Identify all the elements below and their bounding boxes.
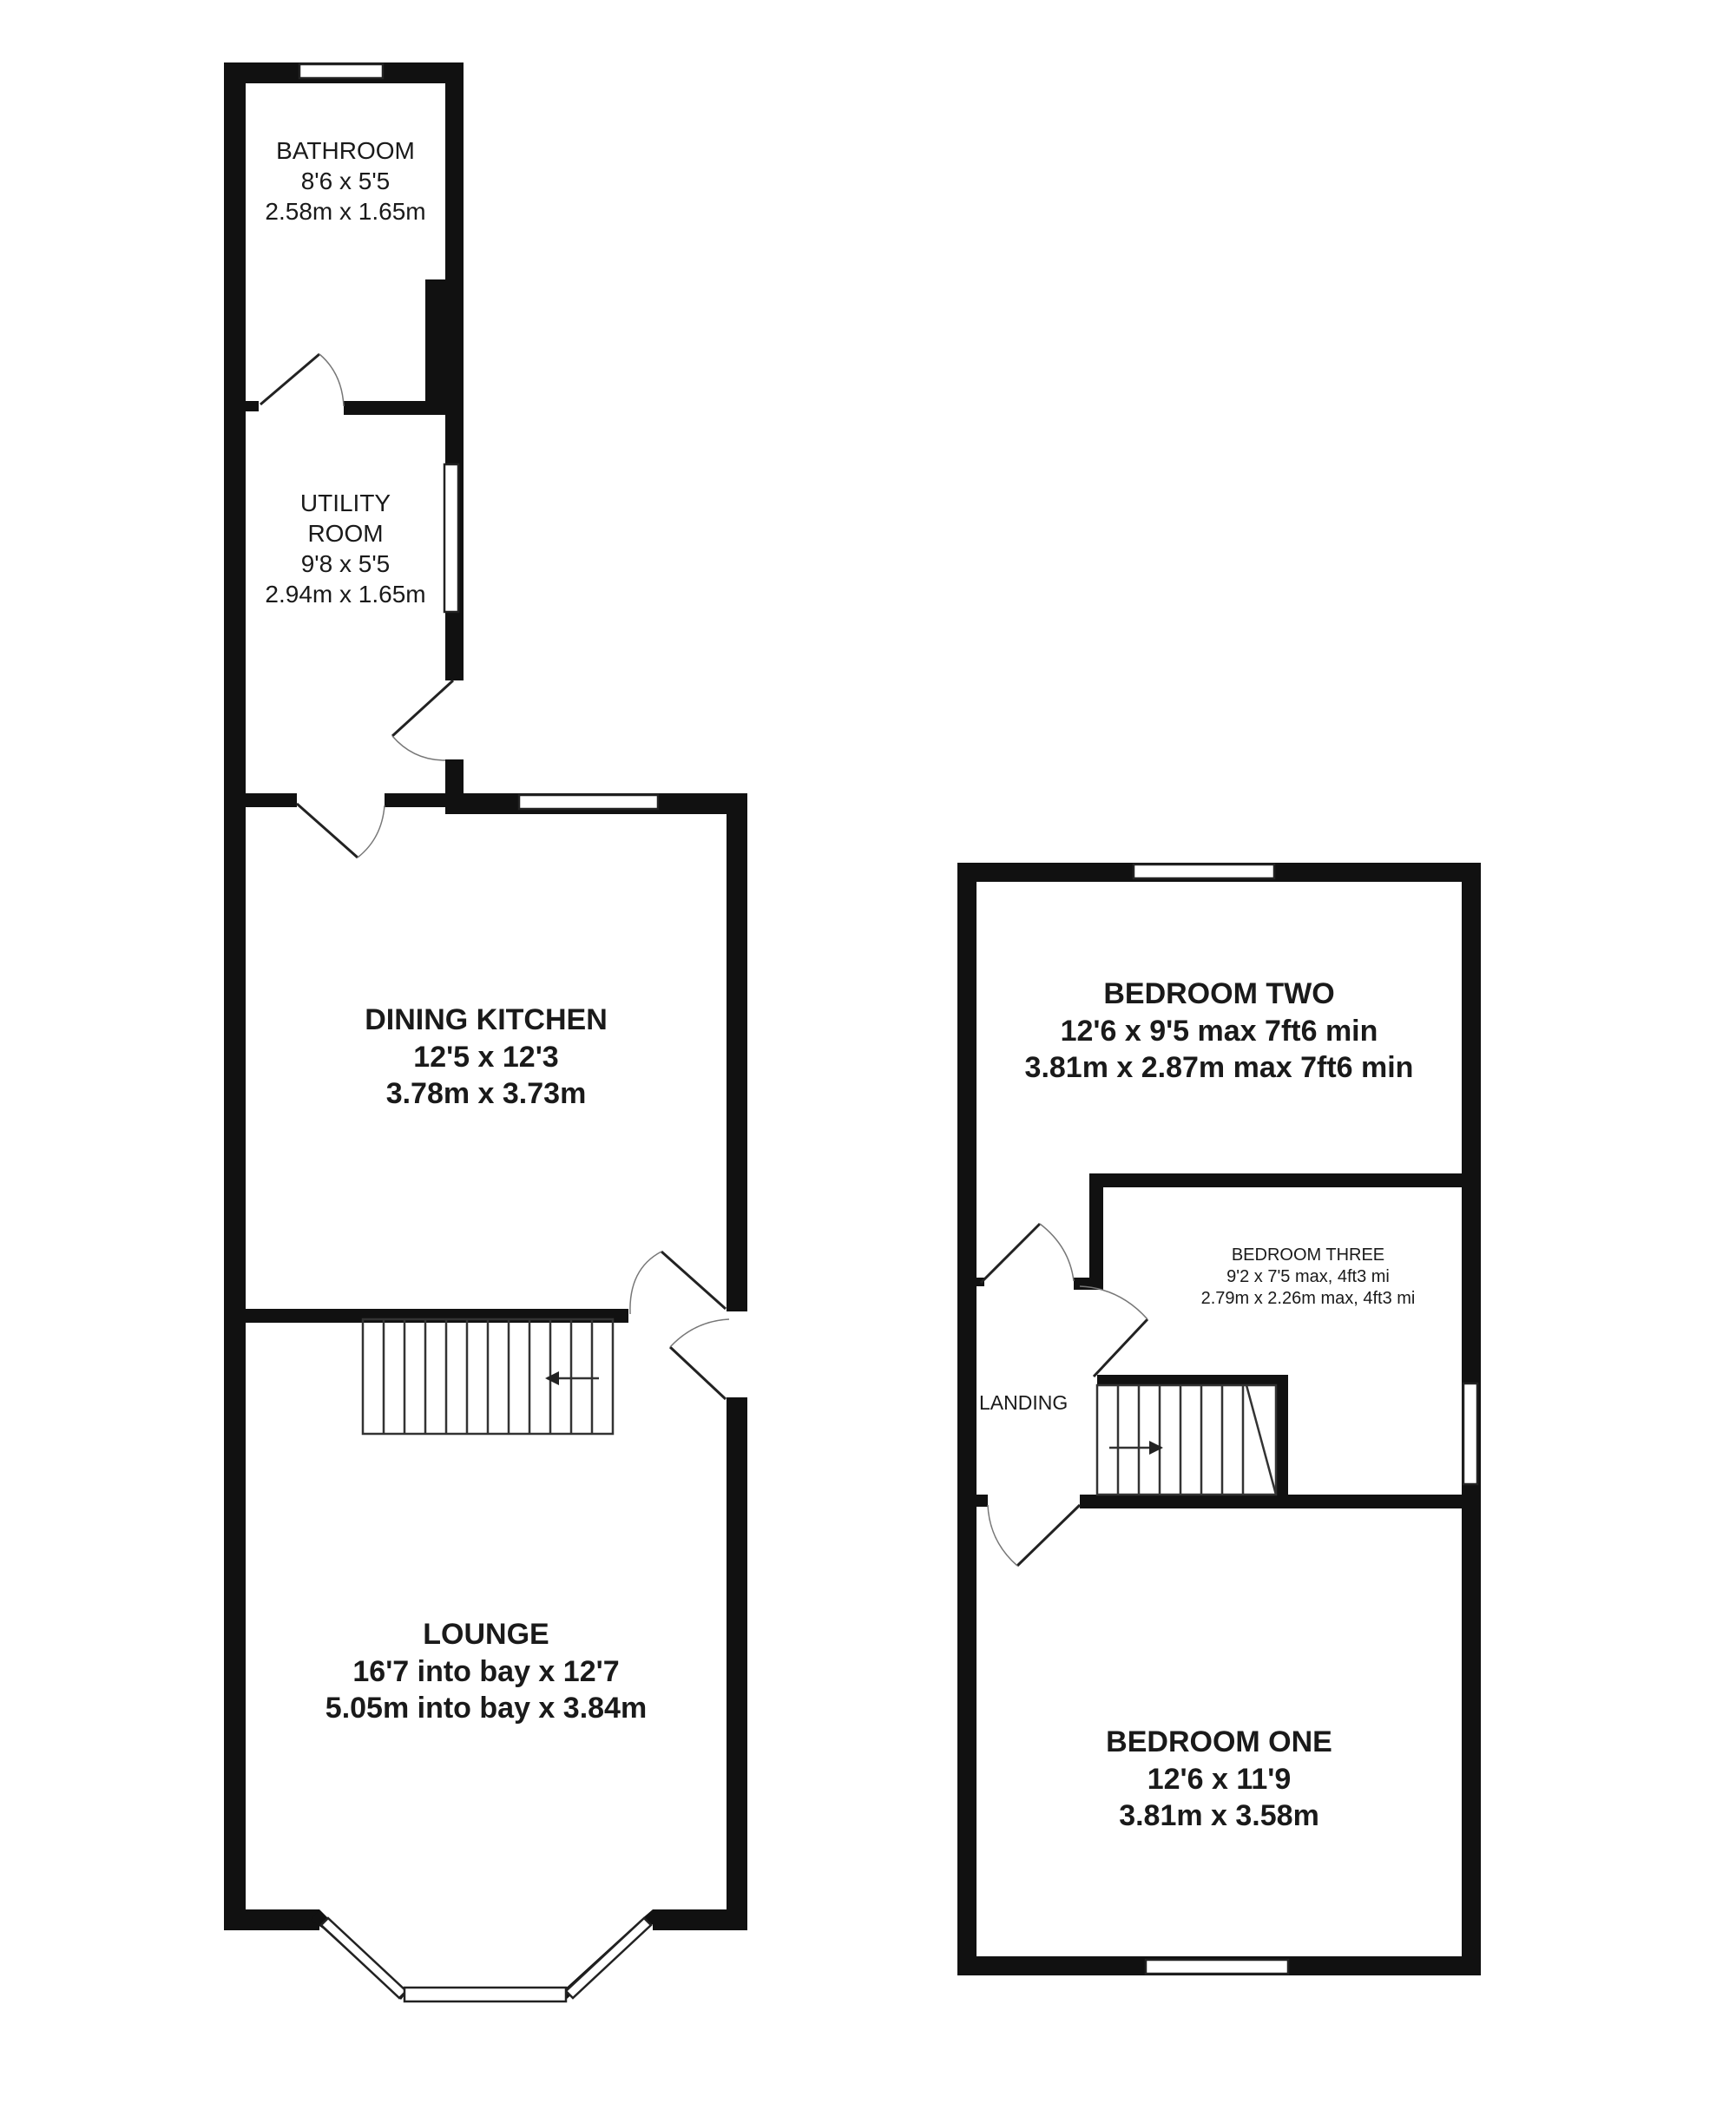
room-dimensions-metric: 2.94m x 1.65m [265, 581, 426, 608]
stair-treads [384, 1319, 592, 1434]
room-label-landing [979, 1390, 1094, 1416]
wall [1089, 1173, 1464, 1187]
room-dimensions-imperial: 12'5 x 12'3 [413, 1040, 559, 1074]
room-dimensions-imperial: 9'8 x 5'5 [300, 550, 391, 577]
wall [1074, 1278, 1103, 1290]
wall [243, 793, 297, 807]
room-label-utility-room [246, 488, 445, 609]
room-label-dining-kitchen [246, 1002, 727, 1113]
door [392, 680, 453, 736]
room-dimensions-imperial: 16'7 into bay x 12'7 [352, 1654, 620, 1688]
door [661, 1252, 726, 1309]
room-name: LOUNGE [423, 1618, 549, 1651]
window [1134, 864, 1274, 878]
window [299, 64, 383, 78]
wall [727, 1397, 747, 1929]
room-name: ROOM [307, 520, 384, 547]
room-dimensions-metric: 2.58m x 1.65m [265, 198, 426, 225]
room-name: DINING KITCHEN [365, 1003, 608, 1036]
room-dimensions-metric: 2.79m x 2.26m max, 4ft3 mi [1200, 1289, 1416, 1308]
room-name: BEDROOM THREE [1231, 1245, 1385, 1265]
room-dimensions-metric: 3.78m x 3.73m [385, 1077, 587, 1110]
door-swing [1080, 1286, 1147, 1319]
door [297, 804, 358, 858]
window [1146, 1960, 1288, 1974]
door-swing [988, 1505, 1017, 1566]
door-swing [392, 736, 445, 760]
wall [1276, 1375, 1288, 1503]
window [444, 464, 458, 612]
bay-window [321, 1918, 406, 1998]
room-dimensions-metric: 3.81m x 2.87m max 7ft6 min [1024, 1051, 1414, 1084]
window [1463, 1383, 1477, 1484]
door-swing [630, 1252, 661, 1314]
room-label-bathroom [246, 135, 445, 227]
stair-arrow-head [545, 1371, 559, 1385]
door [1094, 1319, 1147, 1377]
room-dimensions-imperial: 12'6 x 9'5 max 7ft6 min [1060, 1014, 1378, 1048]
wall [425, 279, 449, 414]
room-label-lounge [246, 1616, 727, 1727]
door-swing [358, 805, 385, 858]
bay-window [566, 1918, 651, 1998]
wall [727, 793, 747, 1311]
door-swing [670, 1319, 729, 1347]
wall [385, 793, 463, 807]
room-label-bedroom-one [976, 1724, 1462, 1835]
wall [653, 1909, 747, 1930]
wall [224, 62, 246, 1930]
room-name: BEDROOM ONE [1106, 1725, 1332, 1758]
room-name: BATHROOM [276, 137, 415, 164]
door-swing [1040, 1224, 1074, 1281]
wall [344, 401, 448, 415]
door [1017, 1505, 1080, 1566]
stair-arrow-head [1149, 1441, 1163, 1455]
door [981, 1224, 1040, 1283]
room-dimensions-metric: 3.81m x 3.58m [1119, 1799, 1319, 1832]
door [260, 354, 319, 404]
room-name: LANDING [979, 1391, 1069, 1414]
wall [243, 401, 259, 411]
door-swing [319, 354, 344, 406]
room-label-bedroom-three [1154, 1245, 1462, 1310]
staircase [1097, 1385, 1276, 1495]
room-dimensions-metric: 5.05m into bay x 3.84m [325, 1692, 648, 1725]
wall [1080, 1495, 1464, 1508]
bay-window [404, 1988, 566, 2001]
wall [1097, 1375, 1286, 1385]
wall [957, 863, 976, 1975]
room-label-bedroom-two [976, 976, 1462, 1087]
room-dimensions-imperial: 12'6 x 11'9 [1147, 1762, 1292, 1796]
window [519, 795, 658, 809]
stair-treads [1118, 1385, 1276, 1495]
room-name: UTILITY [299, 490, 391, 516]
room-dimensions-imperial: 9'2 x 7'5 max, 4ft3 mi [1226, 1267, 1390, 1286]
room-dimensions-imperial: 8'6 x 5'5 [300, 168, 391, 194]
wall [224, 1909, 319, 1930]
room-name: BEDROOM TWO [1103, 977, 1335, 1010]
wall [972, 1495, 988, 1507]
door [670, 1347, 726, 1399]
wall [1089, 1173, 1103, 1288]
